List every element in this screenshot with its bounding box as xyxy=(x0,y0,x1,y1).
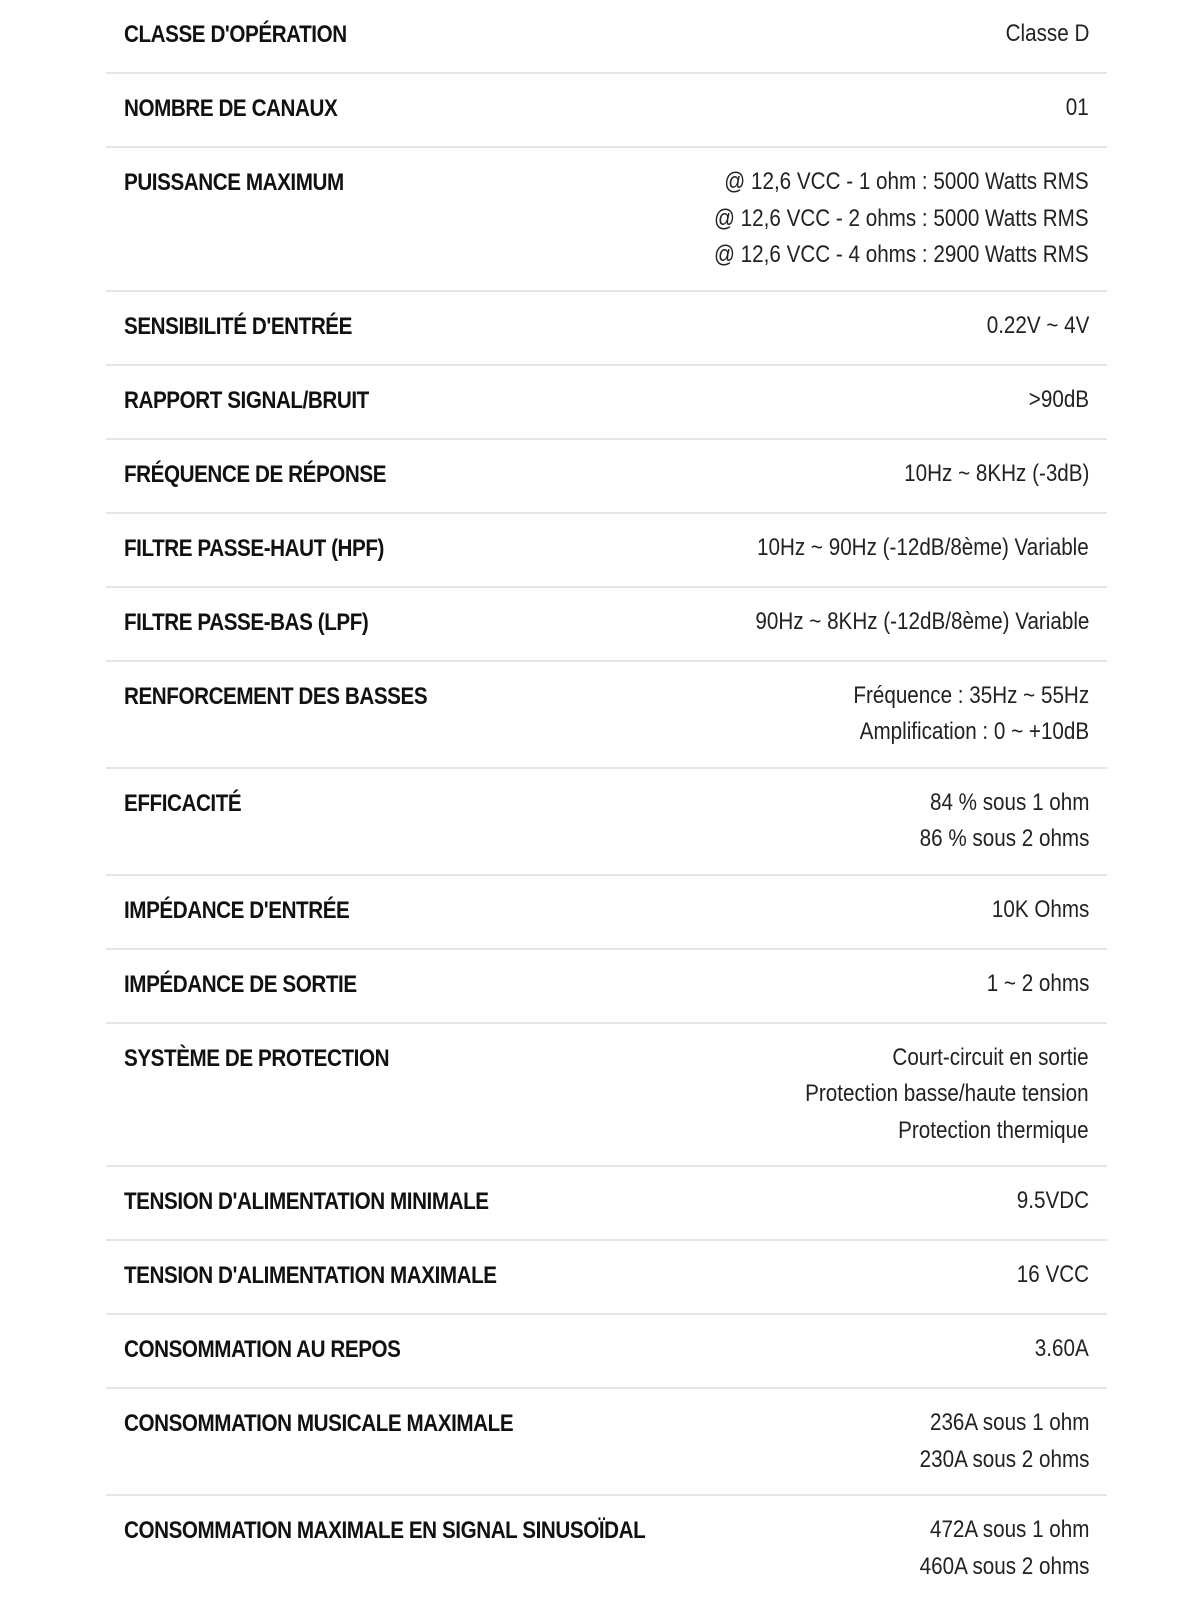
spec-row xyxy=(106,662,1107,769)
spec-row xyxy=(106,440,1107,514)
spec-value: 10K Ohms xyxy=(991,895,1089,923)
spec-label: FRÉQUENCE DE RÉPONSE xyxy=(124,460,387,488)
spec-value: Court-circuit en sortie xyxy=(892,1043,1089,1071)
spec-label: NOMBRE DE CANAUX xyxy=(124,95,338,122)
spec-row xyxy=(106,1389,1107,1496)
spec-values xyxy=(1017,1257,1089,1294)
spec-values xyxy=(757,530,1089,567)
spec-value: 9.5VDC xyxy=(1016,1187,1089,1214)
spec-value: 10Hz ~ 90Hz (-12dB/8ème) Variable xyxy=(757,533,1089,561)
spec-value: 230A sous 2 ohms xyxy=(919,1445,1089,1473)
spec-row xyxy=(106,1167,1107,1241)
spec-value: Protection thermique xyxy=(898,1116,1089,1144)
spec-values xyxy=(1066,90,1089,127)
spec-values xyxy=(1029,382,1089,419)
spec-value: Amplification : 0 ~ +10dB xyxy=(859,718,1089,745)
spec-row xyxy=(106,366,1107,440)
spec-value: Classe D xyxy=(1005,20,1089,47)
spec-row xyxy=(106,148,1107,292)
spec-values xyxy=(919,1512,1089,1585)
spec-label: IMPÉDANCE DE SORTIE xyxy=(124,970,357,998)
spec-label: CLASSE D'OPÉRATION xyxy=(124,21,347,48)
spec-label: PUISSANCE MAXIMUM xyxy=(124,169,344,196)
spec-row xyxy=(106,769,1107,876)
spec-values xyxy=(986,966,1089,1003)
spec-values xyxy=(1017,1183,1089,1220)
spec-value: @ 12,6 VCC - 2 ohms : 5000 Watts RMS xyxy=(714,204,1089,232)
spec-values xyxy=(991,892,1089,929)
spec-value: 1 ~ 2 ohms xyxy=(986,969,1089,997)
spec-label: TENSION D'ALIMENTATION MINIMALE xyxy=(124,1188,489,1215)
spec-value: 460A sous 2 ohms xyxy=(919,1552,1089,1580)
spec-value: 01 xyxy=(1066,94,1089,121)
spec-row xyxy=(106,514,1107,588)
spec-values xyxy=(853,678,1089,751)
spec-row xyxy=(106,876,1107,950)
spec-value: 16 VCC xyxy=(1016,1261,1089,1288)
spec-row xyxy=(106,588,1107,662)
spec-values xyxy=(986,308,1089,345)
spec-label: CONSOMMATION MUSICALE MAXIMALE xyxy=(124,1410,514,1437)
spec-values xyxy=(755,604,1089,641)
spec-label: TENSION D'ALIMENTATION MAXIMALE xyxy=(124,1262,497,1289)
spec-values xyxy=(919,785,1089,858)
spec-label: SENSIBILITÉ D'ENTRÉE xyxy=(124,312,352,340)
spec-value: >90dB xyxy=(1028,385,1089,413)
spec-values xyxy=(904,456,1089,493)
spec-value: 86 % sous 2 ohms xyxy=(919,825,1089,852)
spec-label: SYSTÈME DE PROTECTION xyxy=(124,1044,390,1072)
spec-row xyxy=(106,1024,1107,1168)
spec-label: FILTRE PASSE-HAUT (HPF) xyxy=(124,534,384,562)
spec-label: IMPÉDANCE D'ENTRÉE xyxy=(124,896,350,924)
spec-label: CONSOMMATION MAXIMALE EN SIGNAL SINUSOÏDAL xyxy=(124,1517,646,1544)
spec-row xyxy=(106,292,1107,366)
spec-value: Fréquence : 35Hz ~ 55Hz xyxy=(853,681,1089,709)
spec-row xyxy=(106,1241,1107,1315)
spec-row xyxy=(106,1496,1107,1601)
spec-value: 0.22V ~ 4V xyxy=(986,311,1089,339)
spec-row xyxy=(106,950,1107,1024)
spec-row xyxy=(106,1315,1107,1389)
spec-label: FILTRE PASSE-BAS (LPF) xyxy=(124,608,369,636)
spec-row xyxy=(106,74,1107,148)
spec-label: RENFORCEMENT DES BASSES xyxy=(124,682,428,710)
spec-value: 10Hz ~ 8KHz (-3dB) xyxy=(903,459,1089,487)
spec-value: 3.60A xyxy=(1035,1335,1089,1362)
spec-label: EFFICACITÉ xyxy=(124,789,242,817)
spec-row xyxy=(106,0,1107,74)
spec-values xyxy=(714,164,1089,274)
spec-value: @ 12,6 VCC - 1 ohm : 5000 Watts RMS xyxy=(724,168,1089,195)
spec-value: @ 12,6 VCC - 4 ohms : 2900 Watts RMS xyxy=(714,241,1089,268)
spec-label: CONSOMMATION AU REPOS xyxy=(124,1336,401,1363)
spec-value: 472A sous 1 ohm xyxy=(929,1516,1089,1543)
spec-values xyxy=(806,1040,1089,1150)
spec-table xyxy=(106,0,1107,1601)
spec-value: Protection basse/haute tension xyxy=(805,1080,1089,1107)
spec-value: 84 % sous 1 ohm xyxy=(929,788,1089,816)
spec-values xyxy=(919,1405,1089,1478)
spec-value: 236A sous 1 ohm xyxy=(929,1409,1089,1436)
spec-values xyxy=(1035,1331,1089,1368)
spec-label: RAPPORT SIGNAL/BRUIT xyxy=(124,386,369,414)
spec-values xyxy=(1005,16,1089,53)
spec-value: 90Hz ~ 8KHz (-12dB/8ème) Variable xyxy=(754,607,1089,635)
